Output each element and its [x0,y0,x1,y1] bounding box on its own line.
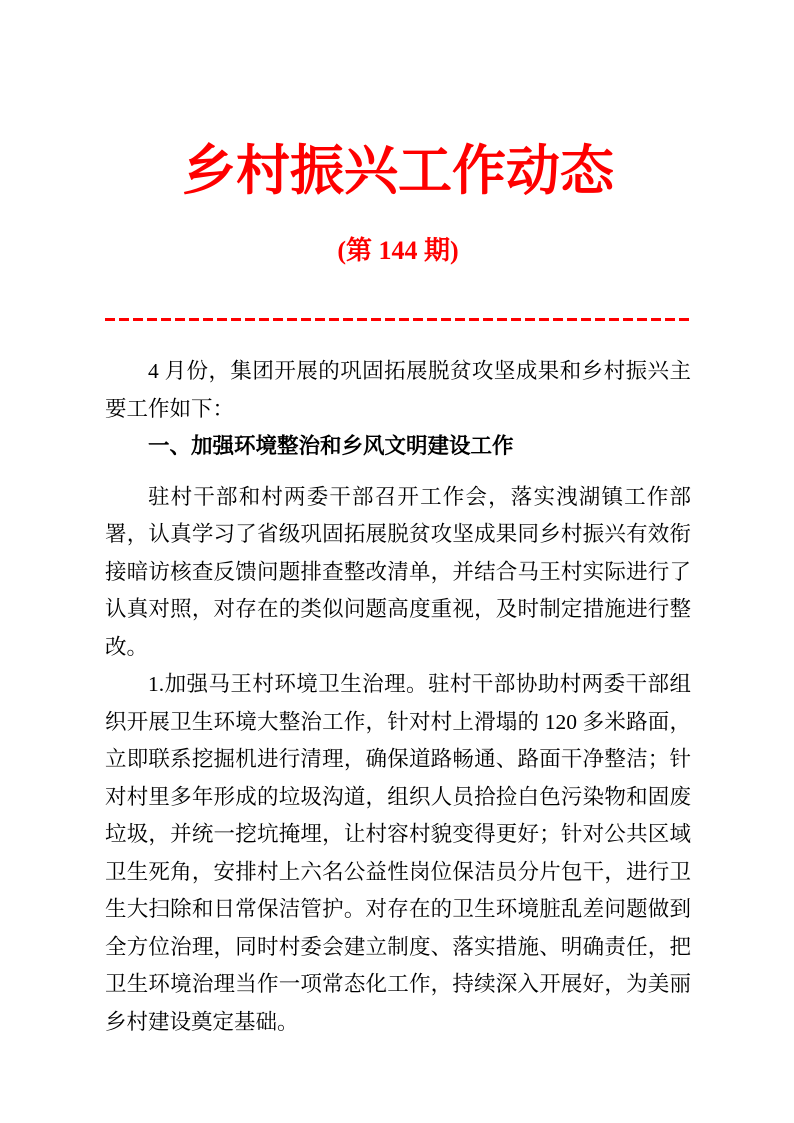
paragraph-work-meeting: 驻村干部和村两委干部召开工作会，落实洩湖镇工作部署，认真学习了省级巩固拓展脱贫攻坚成果同乡村振兴有效衔接暗访核查反馈问题排查整改清单，并结合马王村实际进行了认真对照，对存在的类似问题高度重视，及时制定措施进行整改。 [105,484,691,659]
title-divider-dashed-line [105,318,691,321]
intro-paragraph: 4 月份，集团开展的巩固拓展脱贫攻坚成果和乡村振兴主要工作如下： [105,359,691,421]
section-1-heading: 一、加强环境整治和乡风文明建设工作 [148,434,514,458]
paragraph-environment-sanitation: 1.加强马王村环境卫生治理。驻村干部协助村两委干部组织开展卫生环境大整治工作，针对村上滑塌的 120 多米路面，立即联系挖掘机进行清理，确保道路畅通、路面干净整洁；针对村里多年形成的垃圾沟道，组织人员拾捡白色污染物和固废垃圾，并统一挖坑掩埋，让村容村貌变得更好；针对公共区域卫生死角，安排村上六名公益性岗位保洁员分片包干，进行卫生大扫除和日常保洁管护。对存在的卫生环境脏乱差问题做到全方位治理，同时村委会建立制度、落实措施、明确责任，把卫生环境治理当作一项常态化工作，持续深入开展好，为美丽乡村建设奠定基础。 [105,672,691,1034]
issue-number: (第 144 期) [337,236,459,265]
document-title: 乡村振兴工作动态 [182,141,614,201]
document-body [105,353,691,1041]
